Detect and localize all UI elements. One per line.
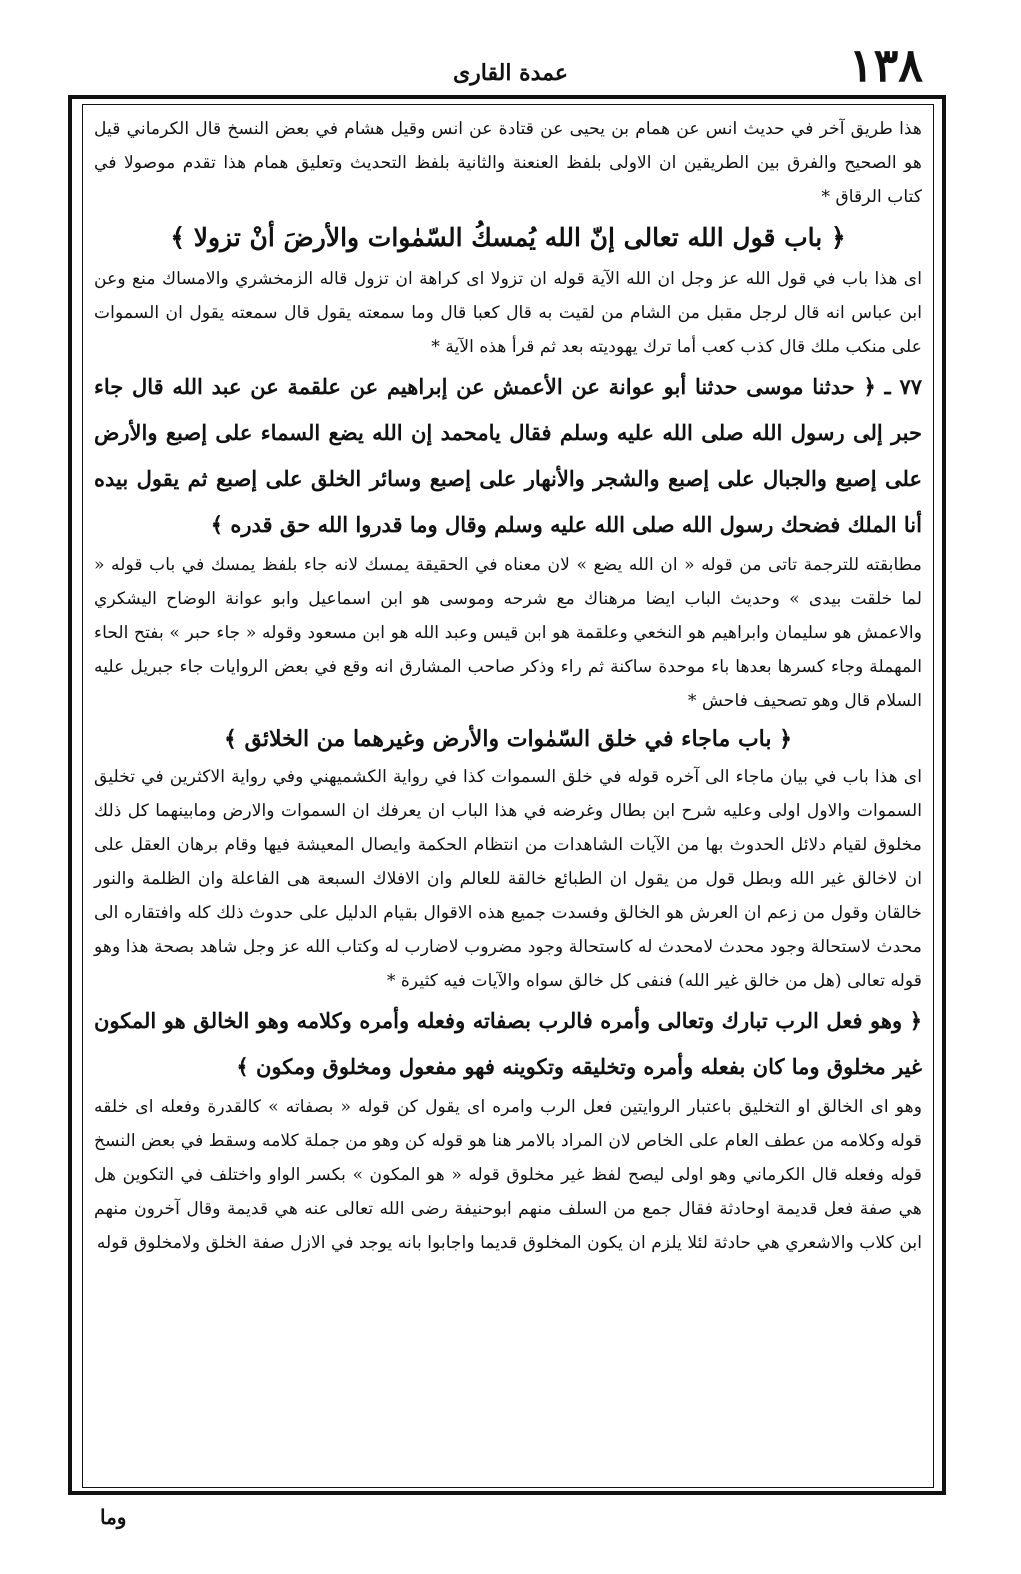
hadith-text: ٧٧ ـ ﴿ حدثنا موسى حدثنا أبو عوانة عن الأعمش عن إبراهيم عن علقمة عن عبد الله قال جاء حبر إلى رسول الله صلى الله عليه وسلم فقال يامحمد إن الله يضع السماء على إصبع والأرض على إصبع والجبال على إصبع والشجر والأنهار على إصبع وسائر الخلق على إصبع ثم يقول بيده أنا الملك فضحك رسول الله صلى الله عليه وسلم وقال وما قدروا الله حق قدره ﴾ bbox=[94, 374, 922, 537]
paragraph-2: اى هذا باب في قول الله عز وجل ان الله الآية قوله ان تزولا اى كراهة ان تزول قاله الزمخشري والامساك منع وعن ابن عباس انه قال لرجل مقبل من الشام من لقيت به قال كعبا قال وما سمعته يقول قال سمعته يقول ان السموات على منكب ملك قال كذب كعب أما ترك يهوديته بعد ثم قرأ هذه الآية * bbox=[94, 269, 922, 357]
paragraph-4: اى هذا باب في بيان ماجاء الى آخره قوله في خلق السموات كذا في رواية الكشميهني وفي رواية الاكثرين في تخليق السموات والاول اولى وعليه شرح ابن بطال وغرضه في هذا الباب ان يعرفك ان السموات والارض ومابينهما كل ذلك مخلوق لقيام دلائل الحدوث بها من الآيات الشاهدات من انتظام الحكمة وايصال المعيشة فيها وقام برهان العقل على ان لاخالق غير الله وبطل قول من يقول ان الطبائع خالقة للعالم وان الافلاك السبعة هى الفاعلة وان الظلمة والنور خالقان وقول من زعم ان العرش هو الخالق وفسدت جميع هذه الاقوال بقيام الدليل على حدوث ذلك كله وافتقاره الى محدث لاستحالة وجود محدث لامحدث له كاستحالة وجود مضروب لاضارب له وكتاب الله عز وجل شاهد بصحة هذا وهو قوله تعالى (هل من خالق غير الله) فنفى كل خالق سواه والآيات فيه كثيرة * bbox=[94, 767, 922, 991]
paragraph-5: وهو اى الخالق او التخليق باعتبار الروايتين فعل الرب وامره اى يقول كن قوله « بصفاته » كالقدرة وفعله اى خلقه قوله وكلامه من عطف العام على الخاص لان المراد بالامر هنا هو قوله كن وهو من جملة كلامه وسقط في بعض النسخ قوله وفعله قال الكرماني وهو اولى ليصح لفظ غير مخلوق قوله « هو المكون » بكسر الواو واختلف في التكوين هل هي صفة فعل قديمة اوحادثة فقال جمع من السلف منهم ابوحنيفة رضى الله تعالى عنه هي قديمة وقال آخرون منهم ابن كلاب والاشعري هي حادثة لئلا يلزم ان يكون المخلوق قديما واجابوا بانه يوجد في الازل صفة الخلق ولامخلوق قوله bbox=[94, 1097, 922, 1253]
page-body bbox=[94, 112, 922, 1260]
quoted-text: ﴿ وهو فعل الرب تبارك وتعالى وأمره فالرب بصفاته وفعله وأمره وكلامه وهو الخالق هو المكون غير مخلوق وما كان بفعله وأمره وتخليقه وتكوينه فهو مفعول ومخلوق ومكون ﴾ bbox=[94, 1008, 922, 1079]
paragraph-3: مطابقته للترجمة تاتى من قوله « ان الله يضع » لان معناه في الحقيقة يمسك لانه جاء بلفظ يمسك في باب قوله « لما خلقت بيدى » وحديث الباب ايضا مرهناك مع شرحه وموسى هو ابن اسماعيل وابو عوانة الوضاح اليشكري والاعمش هو سليمان وابراهيم هو النخعي وعلقمة هو ابن قيس وعبد الله هو ابن مسعود وقوله « جاء حبر » بفتح الحاء المهملة وجاء كسرها بعدها باء موحدة ساكنة ثم راء وذكر صاحب المشارق انه وقع في بعض الروايات جاء جبريل عليه السلام قال وهو تصحيف فاحش * bbox=[94, 555, 922, 711]
chapter-heading-1: ﴿ باب قول الله تعالى إنّ الله يُمسكُ السّمٰوات والأرضَ أنْ تزولا ﴾ bbox=[170, 223, 846, 252]
running-title: عمدة القاری bbox=[452, 60, 569, 86]
page-number: ١٣٨ bbox=[848, 38, 923, 92]
catchword: وما bbox=[100, 1505, 127, 1529]
paragraph-1: هذا طريق آخر في حديث انس عن همام بن يحيى عن قتادة عن انس وقيل هشام في بعض النسخ قال الكرماني قيل هو الصحيح والفرق بين الطريقين ان الاولى بلفظ العنعنة والثانية بلفظ التحديث وتعليق همام هذا تقدم موصولا في كتاب الرقاق * bbox=[94, 119, 922, 207]
chapter-heading-2: ﴿ باب ماجاء في خلق السّمٰوات والأرض وغيرهما من الخلائق ﴾ bbox=[223, 726, 793, 752]
